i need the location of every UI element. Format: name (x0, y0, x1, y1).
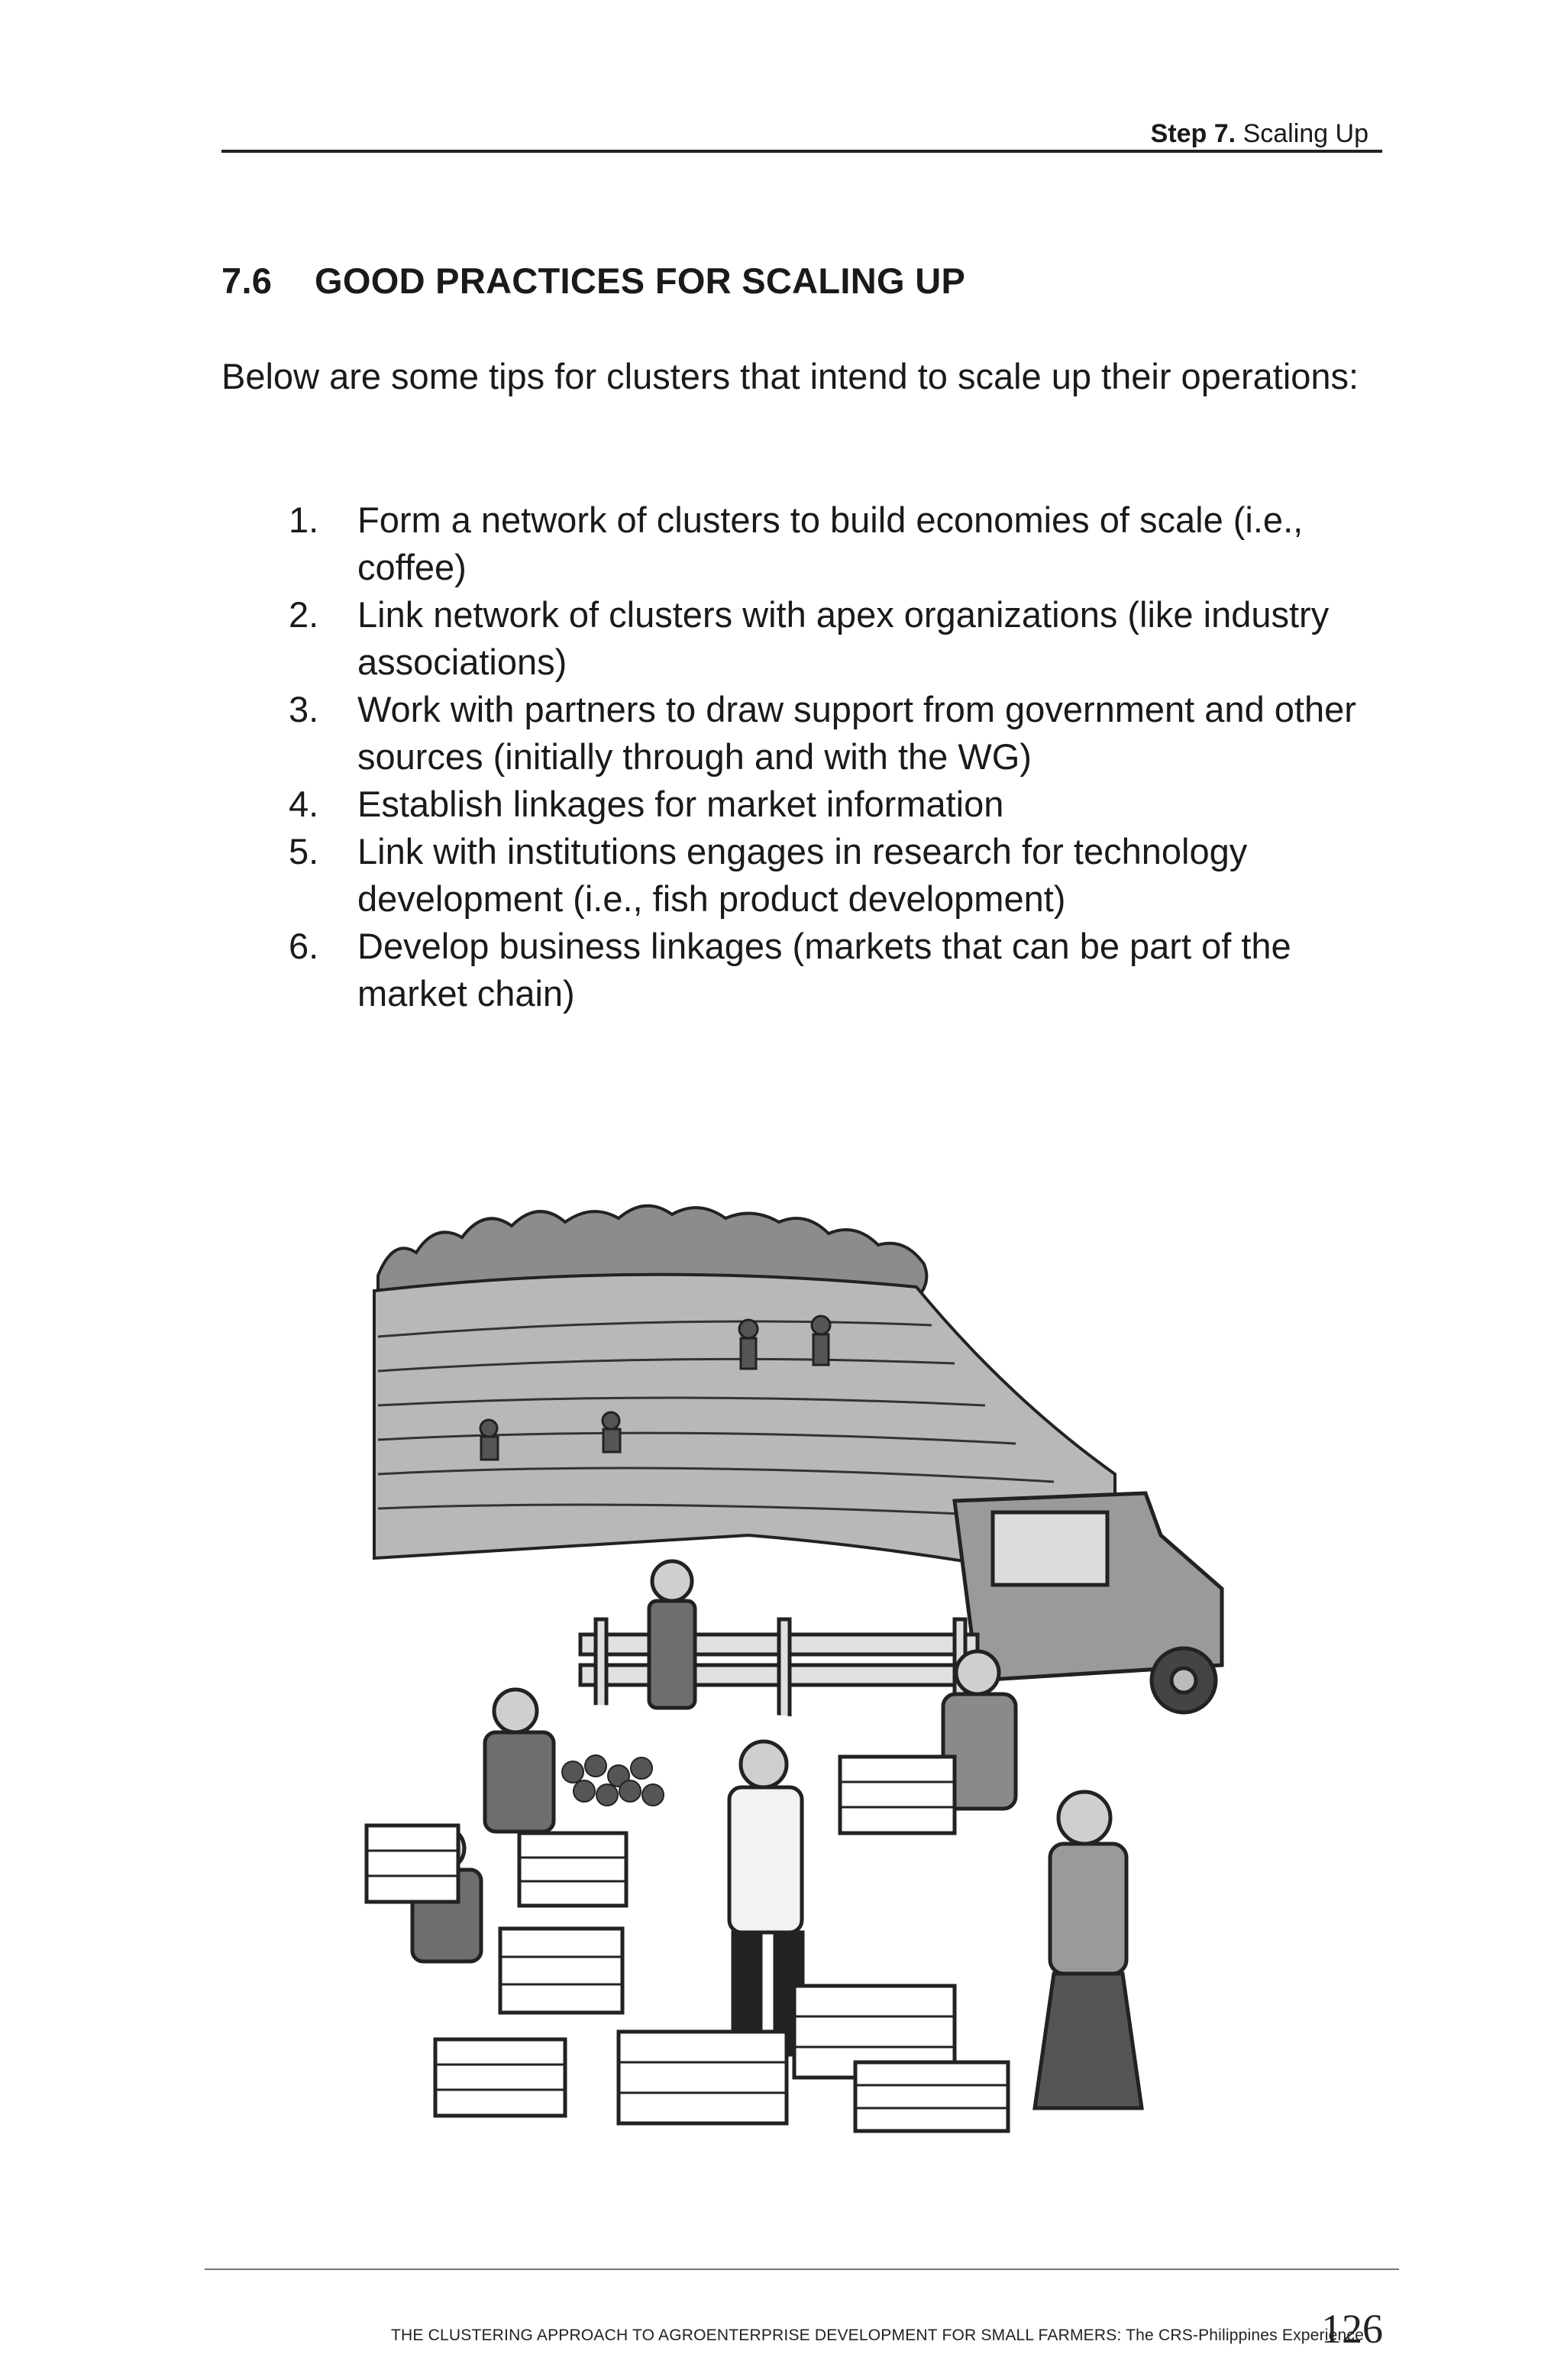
list-item (221, 781, 1390, 828)
section-heading: GOOD PRACTICES FOR SCALING UP (315, 260, 966, 301)
section-number: 7.6 (221, 260, 273, 301)
list-item-text: Link network of clusters with apex organizations (like industry associations) (357, 594, 1330, 682)
list-item-text: Develop business linkages (markets that can be part of the market chain) (357, 926, 1291, 1014)
running-header (221, 113, 1382, 153)
fence (580, 1619, 978, 1719)
running-header-text (1151, 119, 1368, 149)
list-item (221, 686, 1390, 781)
list-item-number: 5. (289, 831, 319, 871)
page-number: 126 (1321, 2306, 1383, 2352)
list-item (221, 923, 1390, 1017)
list-item-number: 4. (289, 784, 319, 824)
list-item (221, 828, 1390, 923)
list-item-text: Form a network of clusters to build economies of scale (i.e., coffee) (357, 500, 1304, 587)
section-title (221, 260, 965, 302)
list-item-number: 6. (289, 926, 319, 966)
list-item-text: Work with partners to draw support from government and other sources (initially through and with the WG) (357, 689, 1356, 777)
tips-list (221, 496, 1390, 1017)
step-label: Step 7. (1150, 119, 1236, 148)
footer-text: THE CLUSTERING APPROACH TO AGROENTERPRISE DEVELOPMENT FOR SMALL FARMERS: The CRS-Philippines Experience (391, 2327, 1364, 2344)
list-item-text: Link with institutions engages in research for technology development (i.e., fish product development) (357, 831, 1248, 919)
intro-paragraph: Below are some tips for clusters that intend to scale up their operations: (221, 356, 1359, 396)
list-item (221, 591, 1390, 686)
list-item-text: Establish linkages for market information (357, 784, 1004, 824)
list-item-number: 3. (289, 689, 319, 729)
footer-rule (205, 2268, 1399, 2270)
list-item (221, 496, 1390, 591)
list-item-number: 1. (289, 500, 319, 540)
list-item-number: 2. (289, 594, 319, 635)
farm-harvest-illustration (321, 1192, 1283, 2139)
step-title: Scaling Up (1242, 119, 1368, 148)
